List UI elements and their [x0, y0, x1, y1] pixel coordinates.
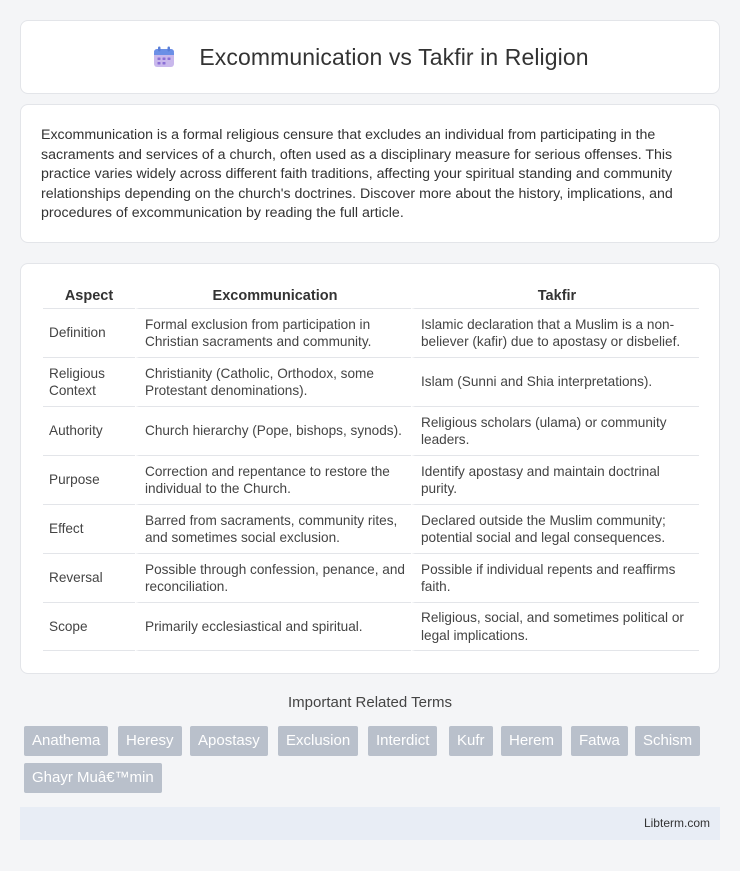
row-excommunication: Barred from sacraments, community rites, and sometimes social exclusion.: [135, 504, 411, 553]
footer: [20, 807, 720, 840]
tag-herem[interactable]: Herem: [501, 726, 562, 756]
tag-fatwa[interactable]: Fatwa: [571, 726, 628, 756]
intro-card: [20, 104, 720, 243]
tag-heresy[interactable]: Heresy: [118, 726, 182, 756]
tag-exclusion[interactable]: Exclusion: [278, 726, 358, 756]
row-takfir: Islam (Sunni and Shia interpretations).: [411, 357, 699, 406]
related-terms-title: Important Related Terms: [288, 694, 452, 711]
table-row: [43, 357, 699, 406]
row-takfir: Declared outside the Muslim community; potential social and legal consequences.: [411, 504, 699, 553]
table-row: [43, 308, 699, 357]
intro-text: Excommunication is a formal religious censure that excludes an individual from participating in the sacraments and services of a church, often used as a disciplinary measure for serious offenses. This practice varies widely across different faith traditions, affecting your spiritual standing and community relationships depending on the church's doctrines. Discover more about the history, implications, and procedures of excommunication by reading the full article.: [41, 127, 673, 222]
row-excommunication: Christianity (Catholic, Orthodox, some Protestant denominations).: [135, 357, 411, 406]
row-excommunication: Primarily ecclesiastical and spiritual.: [135, 602, 411, 651]
table-row: [43, 455, 699, 504]
row-aspect: Scope: [43, 602, 135, 651]
tag-apostasy[interactable]: Apostasy: [190, 726, 268, 756]
table-row: [43, 553, 699, 602]
table-row: [43, 602, 699, 651]
row-excommunication: Correction and repentance to restore the individual to the Church.: [135, 455, 411, 504]
comparison-table: [43, 286, 699, 651]
footer-site-link[interactable]: Libterm.com: [643, 816, 710, 830]
row-takfir: Religious scholars (ulama) or community leaders.: [411, 406, 699, 455]
row-takfir: Religious, social, and sometimes political or legal implications.: [411, 602, 699, 651]
row-excommunication: Church hierarchy (Pope, bishops, synods).: [135, 406, 411, 455]
header-takfir: Takfir: [411, 286, 699, 308]
row-takfir: Identify apostasy and maintain doctrinal purity.: [411, 455, 699, 504]
table-row: [43, 504, 699, 553]
header-card: [20, 20, 720, 94]
row-aspect: Definition: [43, 308, 135, 357]
row-takfir: Islamic declaration that a Muslim is a non-believer (kafir) due to apostasy or disbelief.: [411, 308, 699, 357]
tag-anathema[interactable]: Anathema: [24, 726, 108, 756]
calendar-icon: [151, 44, 177, 70]
tag-schism[interactable]: Schism: [635, 726, 700, 756]
row-excommunication: Possible through confession, penance, and reconciliation.: [135, 553, 411, 602]
table-row: [43, 406, 699, 455]
row-aspect: Authority: [43, 406, 135, 455]
row-aspect: Reversal: [43, 553, 135, 602]
table-header-row: [43, 286, 699, 308]
row-aspect: Effect: [43, 504, 135, 553]
header-excommunication: Excommunication: [135, 286, 411, 308]
header-aspect: Aspect: [64, 288, 114, 304]
comparison-card: [20, 263, 720, 674]
row-aspect: Religious Context: [43, 357, 135, 406]
row-aspect: Purpose: [43, 455, 135, 504]
tag-interdict[interactable]: Interdict: [368, 726, 437, 756]
row-takfir: Possible if individual repents and reaffirms faith.: [411, 553, 699, 602]
tag-ghayr-mumin[interactable]: Ghayr Muâ€™min: [24, 763, 162, 793]
page-title: Excommunication vs Takfir in Religion: [199, 43, 589, 70]
tag-kufr[interactable]: Kufr: [449, 726, 493, 756]
row-excommunication: Formal exclusion from participation in Christian sacraments and community.: [135, 308, 411, 357]
